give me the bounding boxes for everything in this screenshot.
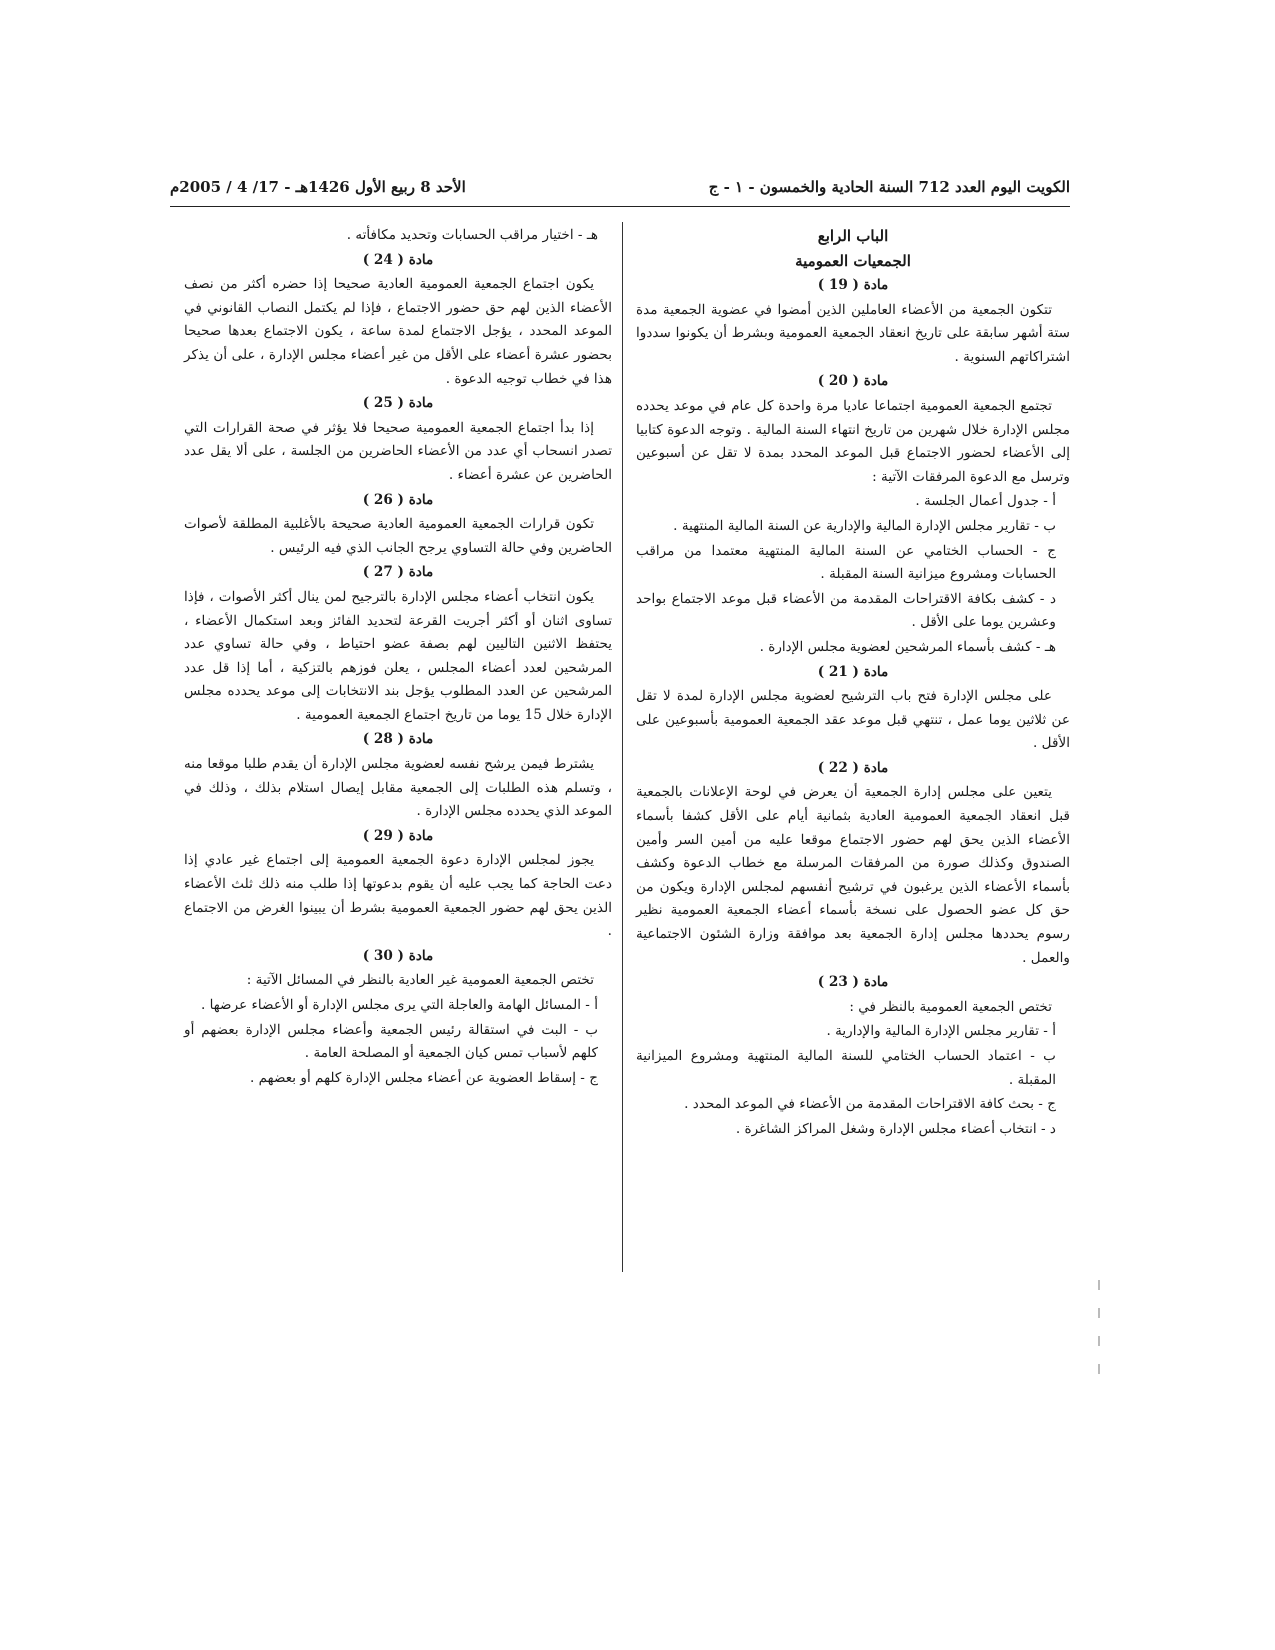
article-28-heading: مادة ( 28 ) [362, 731, 434, 748]
article-22-text: يتعين على مجلس إدارة الجمعية أن يعرض في لوحة الإعلانات بالجمعية قبل انعقاد الجمعية العمومية العادية بثمانية أيام على الأقل كشفا بأسماء الأعضاء الذين يحق لهم حضور الاجتماع موقعا عليه من أمين السر وأمين الصندوق وكذلك صورة من المرفقات المرسلة مع خطاب الدعوة وكشف بأسماء الأعضاء الذين يرغبون في ترشيح أنفسهم لمجلس الإدارة ويكون من حق كل عضو الحصول على نسخة بأسماء أعضاء الجمعية العمومية نظير رسوم يحددها مجلس إدارة الجمعية بعد موافقة وزارة الشئون الاجتماعية والعمل . [636, 784, 1070, 966]
article-26-heading: مادة ( 26 ) [362, 491, 434, 508]
article-29-heading: مادة ( 29 ) [362, 827, 434, 844]
header-issue-info: الكويت اليوم العدد 712 السنة الحادية والخمسون - ١ - ج [708, 178, 1070, 196]
article-20-text: تجتمع الجمعية العمومية اجتماعا عاديا مرة واحدة كل عام في موعد يحدده مجلس الإدارة خلال شهرين من تاريخ انتهاء السنة المالية . وتوجه الدعوة كتابيا إلى الأعضاء لحضور الاجتماع قبل الموعد المحدد بمدة لا تقل عن أسبوعين وترسل مع الدعوة المرفقات الآتية : [636, 397, 1070, 485]
article-23-heading: مادة ( 23 ) [817, 974, 889, 991]
scan-mark [1098, 1308, 1100, 1318]
header-date: الأحد 8 ربيع الأول 1426هـ - 17/ 4 / 2005م [170, 178, 466, 196]
article-28-text: يشترط فيمن يرشح نفسه لعضوية مجلس الإدارة أن يقدم طلبا موقعا منه ، وتسلم هذه الطلبات إلى الجمعية مقابل إيصال استلام بذلك ، وذلك في الموعد الذي يحدده مجلس الإدارة . [184, 756, 612, 820]
article-20-item: هـ - كشف بأسماء المرشحين لعضوية مجلس الإدارة . [759, 638, 1056, 655]
article-23-item: ب - اعتماد الحساب الختامي للسنة المالية المنتهية ومشروع الميزانية المقبلة . [636, 1048, 1056, 1088]
article-24-text: يكون اجتماع الجمعية العمومية العادية صحيحا إذا حضره أكثر من نصف الأعضاء الذين لهم حق حضور الاجتماع ، فإذا لم يكتمل النصاب القانوني في الموعد المحدد ، يؤجل الاجتماع لمدة ساعة ، يكون الاجتماع بعدها صحيحا بحضور عشرة أعضاء على الأقل من غير أعضاء مجلس الإدارة ، على أن يذكر هذا في خطاب توجيه الدعوة . [184, 276, 612, 387]
article-20-item: ب - تقارير مجلس الإدارة المالية والإدارية عن السنة المالية المنتهية . [673, 517, 1056, 534]
article-23-text: تختص الجمعية العمومية بالنظر في : [849, 998, 1052, 1015]
article-24-heading: مادة ( 24 ) [362, 251, 434, 268]
header-rule [170, 206, 1070, 207]
article-26-text: تكون قرارات الجمعية العمومية العادية صحيحة بالأغلبية المطلقة لأصوات الحاضرين وفي حالة التساوي يرجح الجانب الذي فيه الرئيس . [184, 516, 612, 556]
page-header [170, 178, 1070, 204]
article-27-text: يكون انتخاب أعضاء مجلس الإدارة بالترجيح لمن ينال أكثر الأصوات ، فإذا تساوى اثنان أو أكثر أجريت القرعة لتحديد الفائز وبعد استكمال الأعضاء ، يحتفظ الاثنين التاليين لهم بصفة عضو احتياط ، وفي حالة تساوي عدد المرشحين لعدد أعضاء المجلس ، يعلن فوزهم بالتزكية ، أما إذا قل عدد المرشحين عن العدد المطلوب يؤجل بند الانتخابات إلى موعد يحدده مجلس الإدارة خلال 15 يوما من تاريخ اجتماع الجمعية العمومية . [184, 588, 612, 723]
scan-mark [1098, 1280, 1100, 1290]
article-21-text: على مجلس الإدارة فتح باب الترشيح لعضوية مجلس الإدارة لمدة لا تقل عن ثلاثين يوما عمل ، تنتهي قبل موعد عقد الجمعية العمومية بأسبوعين على الأقل . [636, 688, 1070, 752]
article-22-heading: مادة ( 22 ) [817, 759, 889, 776]
article-23-item: ج - بحث كافة الاقتراحات المقدمة من الأعضاء في الموعد المحدد . [684, 1096, 1056, 1113]
article-20-heading: مادة ( 20 ) [817, 373, 889, 390]
article-20-item: أ - جدول أعمال الجلسة . [915, 493, 1056, 510]
article-30-item: ب - البت في استقالة رئيس الجمعية وأعضاء مجلس الإدارة بعضهم أو كلهم لأسباب تمس كيان الجمعية أو المصلحة العامة . [184, 1021, 598, 1062]
chapter-subtitle: الجمعيات العمومية [795, 252, 911, 270]
article-23-item: أ - تقارير مجلس الإدارة المالية والإدارية . [826, 1023, 1056, 1040]
article-21-heading: مادة ( 21 ) [817, 663, 889, 680]
article-25-text: إذا بدأ اجتماع الجمعية العمومية صحيحا فلا يؤثر في صحة القرارات التي تصدر انسحاب أي عدد من الأعضاء الحاضرين من الجلسة ، على ألا يقل عدد الحاضرين عن عشرة أعضاء . [184, 419, 612, 483]
article-23-item: د - انتخاب أعضاء مجلس الإدارة وشغل المراكز الشاغرة . [735, 1120, 1056, 1137]
chapter-title: الباب الرابع [817, 227, 889, 245]
article-30-item: أ - المسائل الهامة والعاجلة التي يرى مجلس الإدارة أو الأعضاء عرضها . [200, 997, 598, 1013]
article-29-text: يجوز لمجلس الإدارة دعوة الجمعية العمومية إلى اجتماع غير عادي إذا دعت الحاجة كما يجب عليه أن يقوم بدعوتها إذا طلب منه ذلك ثلث الأعضاء الذين يحق لهم حضور الجمعية العمومية بشرط أن يبينوا الغرض من الاجتماع . [184, 852, 612, 940]
article-20-item: ج - الحساب الختامي عن السنة المالية المنتهية معتمدا من مراقب الحسابات ومشروع ميزانية السنة المقبلة . [636, 542, 1056, 583]
scan-margin-marks [1098, 1280, 1102, 1400]
scan-mark [1098, 1336, 1100, 1346]
article-27-heading: مادة ( 27 ) [362, 564, 434, 581]
article-30-item: ج - إسقاط العضوية عن أعضاء مجلس الإدارة كلهم أو بعضهم . [249, 1069, 598, 1086]
carry-over-item: هـ - اختيار مراقب الحسابات وتحديد مكافأته . [346, 227, 598, 243]
right-column [636, 224, 1070, 1142]
scan-mark [1098, 1364, 1100, 1374]
left-column [184, 224, 612, 1091]
column-divider [622, 222, 623, 1272]
article-20-item: د - كشف بكافة الاقتراحات المقدمة من الأعضاء قبل موعد الاجتماع بواحد وعشرين يوما على الأقل . [636, 590, 1056, 631]
article-19-heading: مادة ( 19 ) [817, 277, 889, 293]
article-30-text: تختص الجمعية العمومية غير العادية بالنظر في المسائل الآتية : [246, 972, 594, 989]
article-25-heading: مادة ( 25 ) [362, 395, 434, 412]
article-30-heading: مادة ( 30 ) [362, 947, 434, 964]
article-19-text: تتكون الجمعية من الأعضاء العاملين الذين أمضوا في عضوية الجمعية مدة ستة أشهر سابقة على تاريخ انعقاد الجمعية العمومية وبشرط أن يكونوا سددوا اشتراكاتهم السنوية . [636, 301, 1070, 365]
